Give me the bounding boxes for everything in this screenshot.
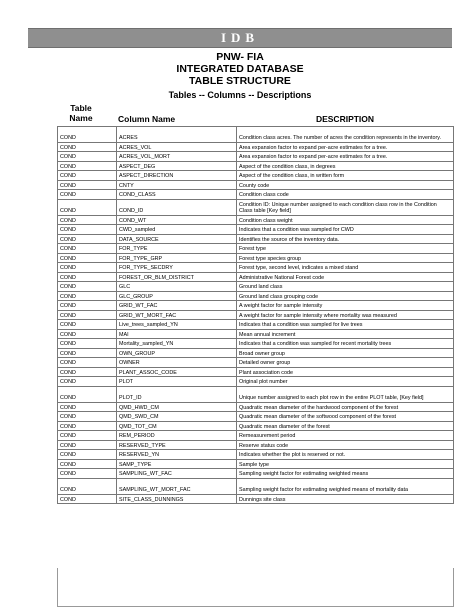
cell-table-name: COND (58, 152, 117, 162)
cell-description: Indicates that a condition was sampled for live trees (237, 320, 454, 330)
table-row (58, 348, 454, 358)
cell-description: Forest type species group (237, 253, 454, 263)
cell-description: Administrative National Forest code (237, 272, 454, 282)
cell-column-name: COND_ID (117, 199, 237, 215)
idb-banner (28, 28, 452, 48)
table-row (58, 440, 454, 450)
cell-description: Remeasurement period (237, 431, 454, 441)
cell-description: Indicates whether the plot is reserved or not. (237, 450, 454, 460)
table-row (58, 329, 454, 339)
table-row (58, 244, 454, 254)
cell-table-name: COND (58, 142, 117, 152)
cell-table-name: COND (58, 469, 117, 479)
cell-description: Indicates that a condition was sampled for recent mortality trees (237, 339, 454, 349)
table-row (58, 367, 454, 377)
cell-description: Ground land class (237, 282, 454, 292)
cell-column-name: PLOT (117, 377, 237, 387)
cell-table-name: COND (58, 127, 117, 143)
table-row (58, 412, 454, 422)
cell-description: Area expansion factor to expand per-acre estimates for a tree. (237, 142, 454, 152)
table-row (58, 478, 454, 494)
cell-description: Condition class weight (237, 215, 454, 225)
cell-description: Quadratic mean diameter of the softwood component of the forest (237, 412, 454, 422)
cell-description: Aspect of the condition class, in degrees (237, 161, 454, 171)
cell-column-name: GRID_WT_MORT_FAC (117, 310, 237, 320)
cell-table-name: COND (58, 244, 117, 254)
cell-table-name: COND (58, 358, 117, 368)
cell-column-name: ASPECT_DIRECTION (117, 171, 237, 181)
cell-description: Indicates that a condition was sampled for CWD (237, 225, 454, 235)
cell-column-name: ACRES (117, 127, 237, 143)
cell-table-name: COND (58, 494, 117, 504)
cell-description: Broad owner group (237, 348, 454, 358)
cell-description: Area expansion factor to expand per-acre estimates for a tree. (237, 152, 454, 162)
table-row (58, 282, 454, 292)
cell-column-name: OWNER (117, 358, 237, 368)
cell-column-name: ACRES_VOL_MORT (117, 152, 237, 162)
cell-column-name: SAMPLING_WT_MORT_FAC (117, 478, 237, 494)
cell-table-name: COND (58, 234, 117, 244)
cell-column-name: QMD_TOT_CM (117, 421, 237, 431)
cell-column-name: PLOT_ID (117, 386, 237, 402)
cell-column-name: DATA_SOURCE (117, 234, 237, 244)
cell-column-name: RESERVED_YN (117, 450, 237, 460)
cell-column-name: ACRES_VOL (117, 142, 237, 152)
cell-table-name: COND (58, 440, 117, 450)
cell-table-name: COND (58, 421, 117, 431)
cell-column-name: SITE_CLASS_DUNNINGS (117, 494, 237, 504)
cell-description: A weight factor for sample intensity where mortality was measured (237, 310, 454, 320)
cell-description: Plant association code (237, 367, 454, 377)
cell-column-name: ASPECT_DEG (117, 161, 237, 171)
table-row (58, 180, 454, 190)
cell-description: Quadratic mean diameter of the forest (237, 421, 454, 431)
table-row (58, 431, 454, 441)
cell-description: Mean annual increment (237, 329, 454, 339)
cell-table-name: COND (58, 180, 117, 190)
cell-description: Unique number assigned to each plot row in the entire PLOT table, [Key field] (237, 386, 454, 402)
table-row (58, 450, 454, 460)
cell-table-name: COND (58, 215, 117, 225)
cell-column-name: QMD_HWD_CM (117, 402, 237, 412)
document-subtitle: Tables -- Columns -- Descriptions (168, 90, 312, 100)
cell-column-name: CNTY (117, 180, 237, 190)
cell-column-name: PLANT_ASSOC_CODE (117, 367, 237, 377)
cell-column-name: COND_WT (117, 215, 237, 225)
cell-table-name: COND (58, 329, 117, 339)
cell-table-name: COND (58, 171, 117, 181)
cell-table-name: COND (58, 310, 117, 320)
cell-column-name: GLC (117, 282, 237, 292)
table-row (58, 402, 454, 412)
cell-table-name: COND (58, 412, 117, 422)
cell-description: Forest type, second level, indicates a mixed stand (237, 263, 454, 273)
cell-column-name: COND_CLASS (117, 190, 237, 200)
table-row (58, 272, 454, 282)
header-column-name: Column Name (118, 114, 176, 124)
title-line: TABLE STRUCTURE (189, 75, 291, 87)
cell-table-name: COND (58, 282, 117, 292)
cell-table-name: COND (58, 320, 117, 330)
table-row (58, 358, 454, 368)
cell-table-name: COND (58, 301, 117, 311)
table-row (58, 152, 454, 162)
cell-description: Identifies the source of the inventory data. (237, 234, 454, 244)
table-row (58, 320, 454, 330)
cell-table-name: COND (58, 478, 117, 494)
cell-description: Condition class code (237, 190, 454, 200)
cell-description: A weight factor for sample intensity (237, 301, 454, 311)
table-row (58, 215, 454, 225)
table-row (58, 459, 454, 469)
cell-column-name: Mortality_sampled_YN (117, 339, 237, 349)
cell-table-name: COND (58, 450, 117, 460)
table-row (58, 190, 454, 200)
table-row (58, 171, 454, 181)
cell-description: Dunnings site class (237, 494, 454, 504)
cell-table-name: COND (58, 225, 117, 235)
banner-text: IDB (220, 30, 260, 45)
table-row (58, 234, 454, 244)
table-row (58, 469, 454, 479)
cell-description: Reserve status code (237, 440, 454, 450)
cell-table-name: COND (58, 348, 117, 358)
cell-table-name: COND (58, 199, 117, 215)
cell-table-name: COND (58, 272, 117, 282)
cell-table-name: COND (58, 431, 117, 441)
table-row (58, 291, 454, 301)
table-row (58, 161, 454, 171)
cell-table-name: COND (58, 377, 117, 387)
cell-column-name: CWD_sampled (117, 225, 237, 235)
table-row (58, 142, 454, 152)
cell-column-name: FOR_TYPE_SECDRY (117, 263, 237, 273)
cell-description: Detailed owner group (237, 358, 454, 368)
cell-table-name: COND (58, 253, 117, 263)
title-line: INTEGRATED DATABASE (176, 63, 304, 75)
column-table (57, 126, 454, 504)
cell-table-name: COND (58, 291, 117, 301)
cell-column-name: GRID_WT_FAC (117, 301, 237, 311)
document-title (28, 51, 452, 87)
table-row (58, 253, 454, 263)
cell-description: County code (237, 180, 454, 190)
page-bottom-area (57, 568, 454, 607)
cell-table-name: COND (58, 402, 117, 412)
cell-description: Ground land class grouping code (237, 291, 454, 301)
cell-description: Sampling weight factor for estimating weighted means (237, 469, 454, 479)
table-row (58, 310, 454, 320)
cell-description: Aspect of the condition class, in written form (237, 171, 454, 181)
cell-column-name: FOR_TYPE (117, 244, 237, 254)
cell-table-name: COND (58, 459, 117, 469)
header-table-name: Table Name (69, 103, 93, 123)
title-line: PNW- FIA (216, 51, 264, 63)
cell-column-name: FOREST_OR_BLM_DISTRICT (117, 272, 237, 282)
table-row (58, 301, 454, 311)
cell-column-name: SAMPLING_WT_FAC (117, 469, 237, 479)
cell-column-name: SAMP_TYPE (117, 459, 237, 469)
cell-table-name: COND (58, 263, 117, 273)
header-description: DESCRIPTION (315, 114, 375, 124)
table-row (58, 263, 454, 273)
cell-column-name: FOR_TYPE_GRP (117, 253, 237, 263)
cell-table-name: COND (58, 386, 117, 402)
cell-column-name: MAI (117, 329, 237, 339)
cell-column-name: OWN_GROUP (117, 348, 237, 358)
cell-column-name: GLC_GROUP (117, 291, 237, 301)
cell-table-name: COND (58, 367, 117, 377)
cell-table-name: COND (58, 190, 117, 200)
cell-column-name: QMD_SWD_CM (117, 412, 237, 422)
table-row (58, 199, 454, 215)
cell-description: Original plot number (237, 377, 454, 387)
cell-column-name: REM_PERIOD (117, 431, 237, 441)
table-row (58, 127, 454, 143)
cell-column-name: Live_trees_sampled_YN (117, 320, 237, 330)
cell-column-name: RESERVED_TYPE (117, 440, 237, 450)
cell-description: Sample type (237, 459, 454, 469)
table-row (58, 225, 454, 235)
cell-description: Condition class acres. The number of acres the condition represents in the inventory. (237, 127, 454, 143)
table-row (58, 339, 454, 349)
table-row (58, 421, 454, 431)
cell-table-name: COND (58, 161, 117, 171)
table-row (58, 494, 454, 504)
cell-description: Sampling weight factor for estimating weighted means of mortality data (237, 478, 454, 494)
table-row (58, 377, 454, 387)
table-row (58, 386, 454, 402)
cell-description: Forest type (237, 244, 454, 254)
cell-table-name: COND (58, 339, 117, 349)
cell-description: Condition ID: Unique number assigned to each condition class row in the Condition Class table [Key field] (237, 199, 454, 215)
cell-description: Quadratic mean diameter of the hardwood component of the forest (237, 402, 454, 412)
